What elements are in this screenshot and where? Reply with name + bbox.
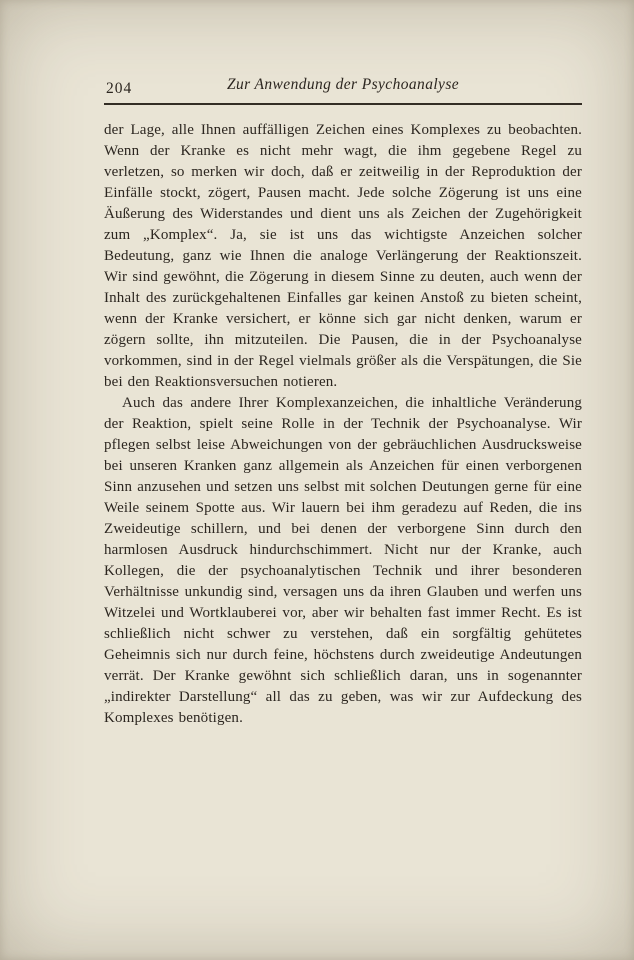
page-header	[104, 76, 582, 98]
paragraph-continuation: der Lage, alle Ihnen auffälligen Zeichen eines Komplexes zu beobachten. Wenn der Kranke es nicht mehr wagt, die ihm gegebene Regel zu verletzen, so merken wir doch, daß er zeitweilig in der Reproduktion der Einfälle stockt, zögert, Pausen macht. Jede solche Zögerung ist uns eine Äußerung des Widerstandes und dient uns als Zeichen der Zugehörigkeit zum „Komplex“. Ja, sie ist uns das wichtigste Anzeichen solcher Bedeutung, ganz wie Ihnen die analoge Verlängerung der Reaktionszeit. Wir sind gewöhnt, die Zögerung in diesem Sinne zu deuten, auch wenn der Inhalt des zurückgehaltenen Einfalles gar keinen Anstoß zu bieten scheint, wenn der Kranke versichert, er könne sich gar nicht denken, warum er zögern sollte, ihn mitzuteilen. Die Pausen, die in der Psychoanalyse vorkommen, sind in der Regel vielmals größer als die Verspätungen, die Sie bei den Reaktionsversuchen notieren.	[104, 122, 582, 390]
page-body	[104, 120, 582, 729]
page-number: 204	[106, 80, 133, 97]
running-title: Zur Anwendung der Psychoanalyse	[226, 76, 460, 93]
header-rule	[104, 103, 582, 105]
paragraph: Auch das andere Ihrer Komplexanzeichen, die inhaltliche Veränderung der Reaktion, spielt seine Rolle in der Technik der Psychoanalyse. Wir pflegen selbst leise Abweichungen von der gebräuchlichen Ausdrucksweise bei unseren Kranken ganz allgemein als Anzeichen für einen verborgenen Sinn anzusehen und setzen uns selbst mit solchen Deutungen gerne für eine Weile seinem Spotte aus. Wir lauern bei ihm geradezu auf Reden, die ins Zweideutige schillern, und bei denen der verborgene Sinn durch den harmlosen Ausdruck hindurchschimmert. Nicht nur der Kranke, auch Kollegen, die der psychoanalytischen Technik und ihrer besonderen Verhältnisse unkundig sind, versagen uns da ihren Glauben und werfen uns Witzelei und Wortklauberei vor, aber wir behalten fast immer Recht. Es ist schließlich nicht schwer zu verstehen, daß ein sorgfältig gehütetes Geheimnis sich nur durch feine, höchstens durch zweideutige Andeutungen verrät. Der Kranke gewöhnt sich schließlich daran, uns in sogenannter „indirekter Darstellung“ all das zu geben, was wir zur Aufdeckung des Komplexes benötigen.	[104, 395, 582, 726]
